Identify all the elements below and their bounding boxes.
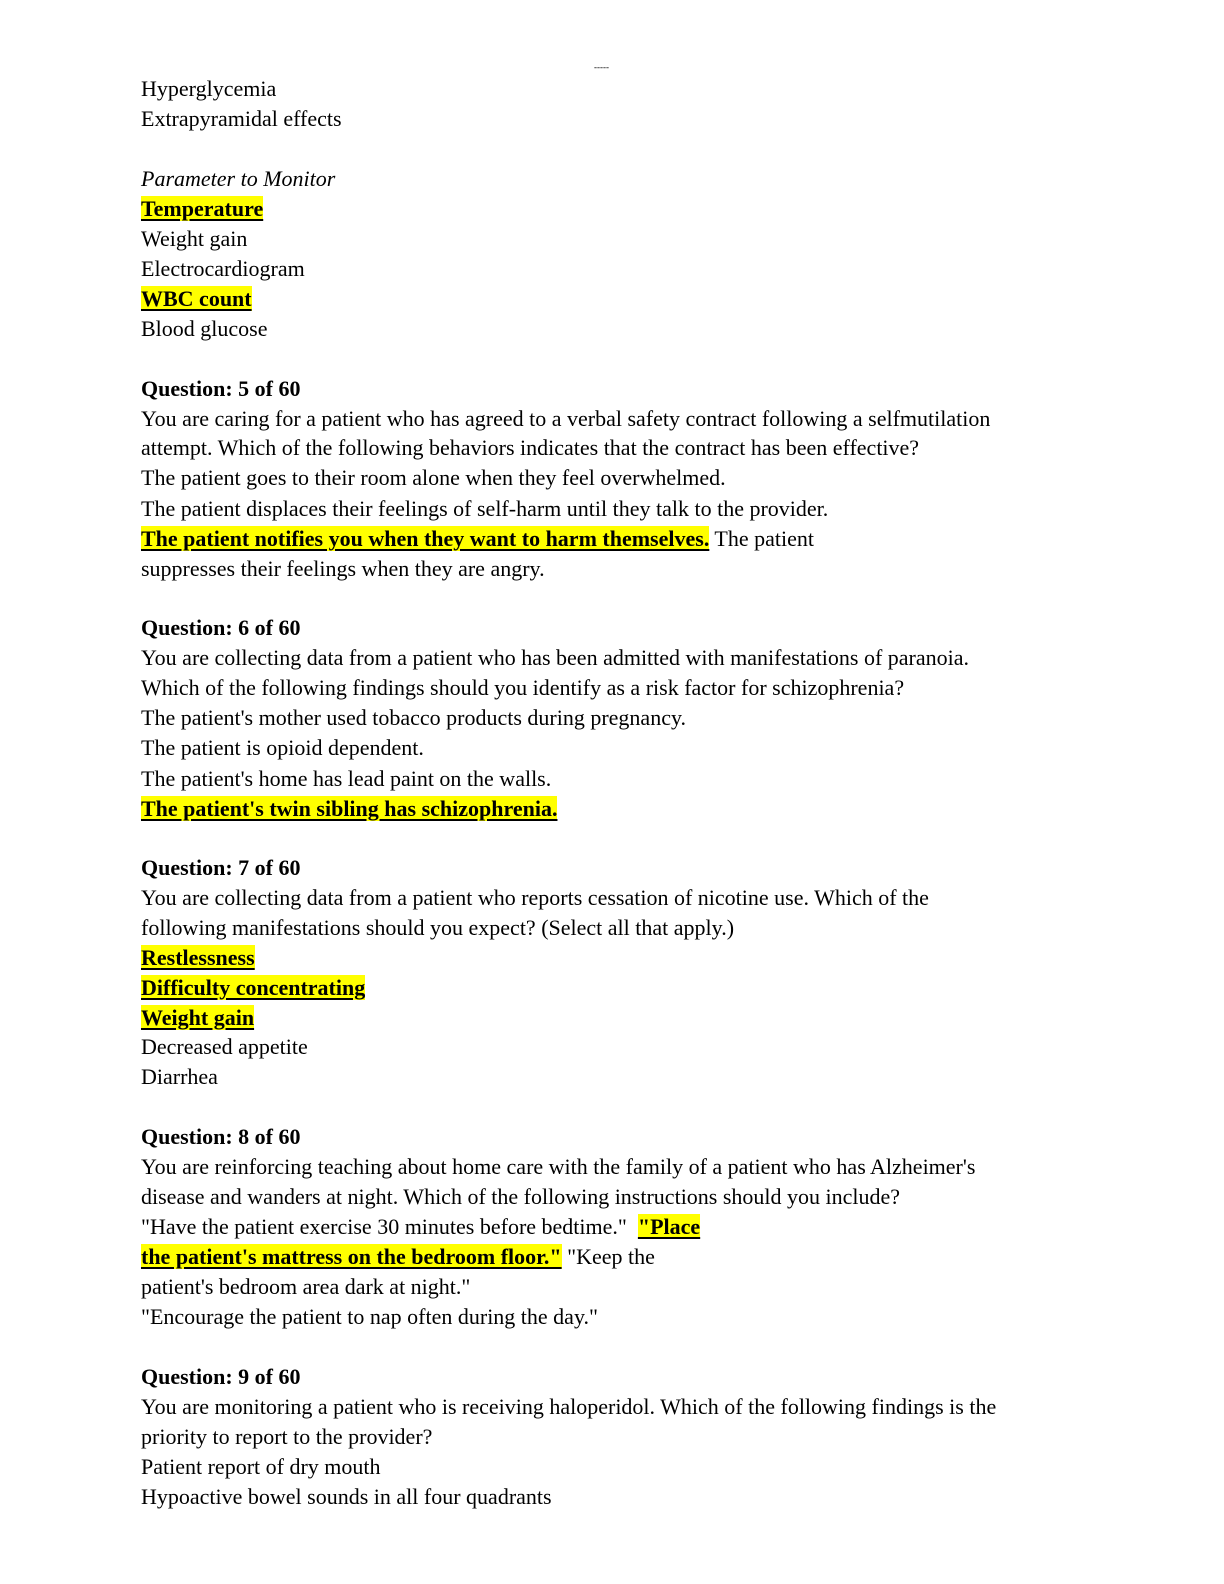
answer-option: The patient displaces their feelings of self-harm until they talk to the provider. — [141, 496, 829, 521]
answer-option-correct — [141, 1242, 655, 1272]
question-heading: Question: 9 of 60 — [141, 1364, 301, 1389]
question-text: disease and wanders at night. Which of the following instructions should you include? — [141, 1184, 901, 1209]
question-text: priority to report to the provider? — [141, 1424, 433, 1449]
answer-option-correct — [141, 524, 814, 554]
answer-option: The patient is opioid dependent. — [141, 735, 424, 760]
question-heading: Question: 5 of 60 — [141, 376, 301, 401]
answer-option: Patient report of dry mouth — [141, 1454, 381, 1479]
answer-option: The patient's mother used tobacco products during pregnancy. — [141, 705, 687, 730]
answer-option: Hypoactive bowel sounds in all four quadrants — [141, 1484, 552, 1509]
answer-option: Extrapyramidal effects — [141, 106, 342, 131]
answer-text: "Keep the — [561, 1244, 655, 1269]
question-heading: Question: 8 of 60 — [141, 1124, 301, 1149]
answer-option: Weight gain — [141, 226, 248, 251]
answer-option-correct — [141, 1003, 254, 1033]
highlighted-answer: Restlessness — [141, 945, 255, 970]
highlighted-answer: the patient's mattress on the bedroom floor." — [141, 1244, 562, 1269]
answer-option: Hyperglycemia — [141, 76, 277, 101]
question-text: following manifestations should you expect? (Select all that apply.) — [141, 915, 735, 940]
answer-option: The patient's home has lead paint on the walls. — [141, 766, 552, 791]
answer-option: suppresses their feelings when they are angry. — [141, 556, 545, 581]
question-heading: Question: 7 of 60 — [141, 855, 301, 880]
highlighted-answer: Weight gain — [141, 1005, 255, 1030]
answer-option: The patient goes to their room alone when they feel overwhelmed. — [141, 465, 726, 490]
question-text: You are collecting data from a patient who has been admitted with manifestations of paranoia. — [141, 645, 970, 670]
answer-text: "Have the patient exercise 30 minutes before bedtime." — [141, 1214, 638, 1239]
question-text: You are reinforcing teaching about home care with the family of a patient who has Alzheimer's — [141, 1154, 976, 1179]
highlighted-answer: The patient's twin sibling has schizophrenia. — [141, 796, 558, 821]
section-label: Parameter to Monitor — [141, 166, 336, 191]
highlighted-answer: The patient notifies you when they want to harm themselves. — [141, 526, 710, 551]
question-text: You are collecting data from a patient who reports cessation of nicotine use. Which of the — [141, 885, 929, 910]
answer-text: The patient — [709, 526, 814, 551]
answer-option: Decreased appetite — [141, 1034, 308, 1059]
answer-option: "Encourage the patient to nap often during the day." — [141, 1304, 598, 1329]
answer-option-correct — [141, 794, 557, 824]
answer-option-correct — [141, 194, 263, 224]
answer-option: patient's bedroom area dark at night." — [141, 1274, 471, 1299]
question-text: You are monitoring a patient who is receiving haloperidol. Which of the following findings is the — [141, 1394, 997, 1419]
answer-option-correct — [141, 973, 365, 1003]
highlighted-answer: "Place — [637, 1214, 701, 1239]
highlighted-answer: WBC count — [141, 286, 252, 311]
answer-option: Blood glucose — [141, 316, 268, 341]
question-text: Which of the following findings should you identify as a risk factor for schizophrenia? — [141, 675, 905, 700]
answer-option-correct — [141, 284, 252, 314]
answer-option-correct — [141, 943, 255, 973]
question-text: attempt. Which of the following behaviors indicates that the contract has been effective? — [141, 435, 920, 460]
highlighted-answer: Difficulty concentrating — [141, 975, 366, 1000]
question-text: You are caring for a patient who has agreed to a verbal safety contract following a selfmutilation — [141, 406, 991, 431]
highlighted-answer: Temperature — [141, 196, 264, 221]
header-mark: ----- — [594, 62, 609, 72]
answer-option — [141, 1212, 700, 1242]
question-heading: Question: 6 of 60 — [141, 615, 301, 640]
answer-option: Diarrhea — [141, 1064, 218, 1089]
answer-option: Electrocardiogram — [141, 256, 305, 281]
